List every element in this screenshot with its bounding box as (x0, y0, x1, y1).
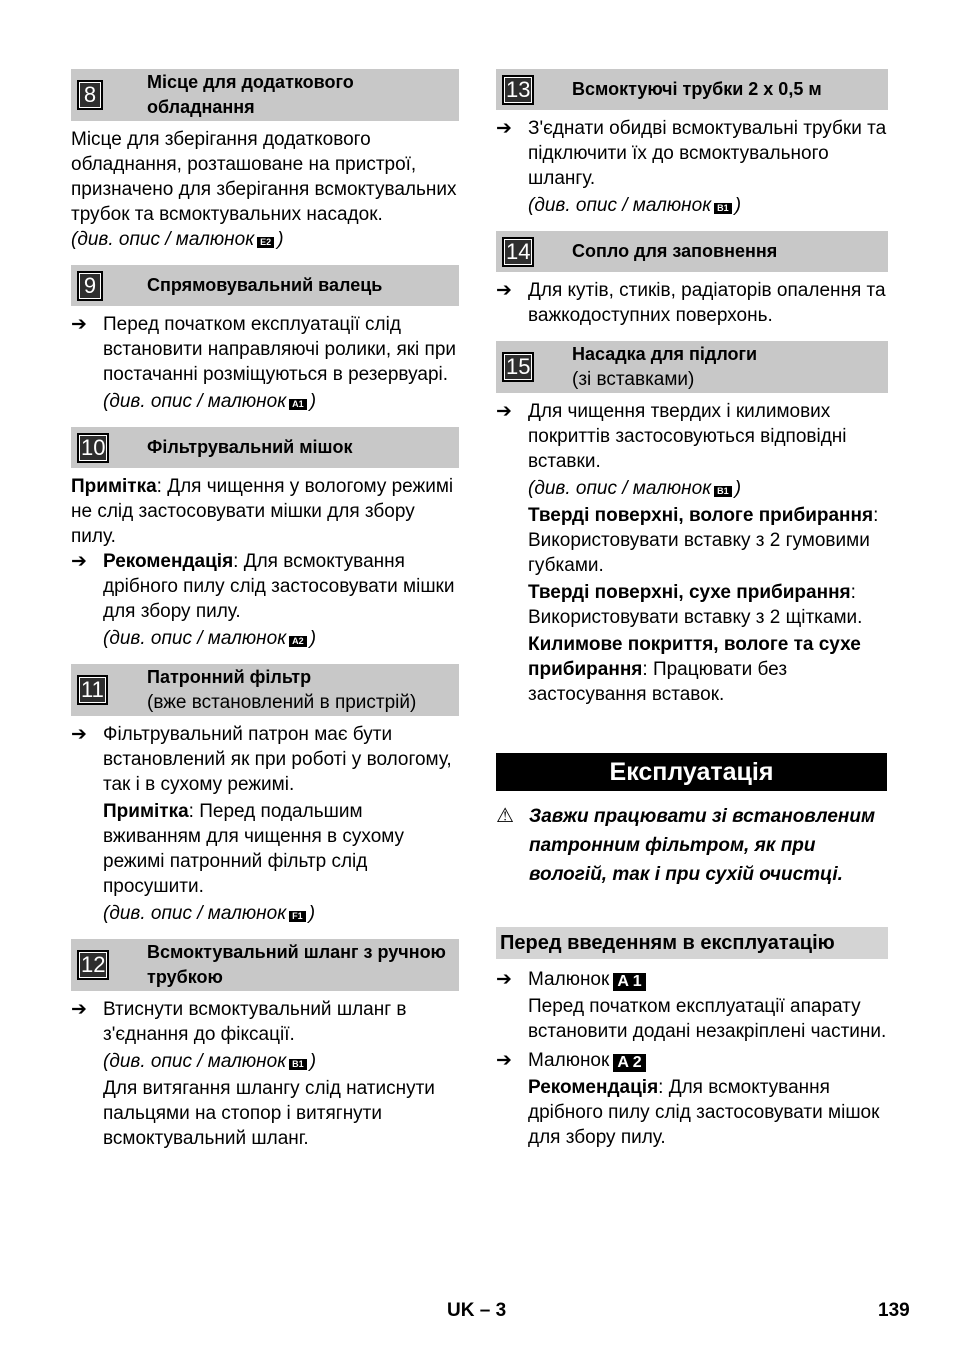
list-item: ➔ Рекомендація: Для всмоктування дрібного пилу слід застосовувати мішки для збору пилу. (див. опис / малюнок A2 ) (71, 549, 459, 651)
warning-triangle-icon: ⚠ (496, 805, 514, 827)
subheading: Перед введенням в експлуатацію (496, 927, 888, 959)
section-subtitle: (зі вставками) (572, 369, 695, 390)
figure-tag: A1 (289, 399, 307, 410)
arrow-right-icon: ➔ (71, 724, 87, 745)
figure-tag: E2 (257, 237, 274, 248)
figure-reference: (див. опис / малюнок A2 ) (103, 628, 317, 649)
section-title: Насадка для підлоги (572, 344, 758, 364)
arrow-right-icon: ➔ (71, 314, 87, 335)
figure-tag: A 1 (613, 973, 645, 991)
arrow-right-icon: ➔ (71, 999, 87, 1020)
section-10-header (71, 427, 459, 468)
list-item: ➔ Малюнок A 2 Рекомендація: Для всмоктування дрібного пилу слід застосовувати мішок для збору пилу. (496, 1050, 880, 1148)
page-number: 139 (878, 1300, 910, 1321)
figure-tag: B1 (714, 486, 732, 497)
section-title: Місце для додаткового обладнання (147, 72, 354, 117)
list-item: ➔ З'єднати обидві всмоктувальні трубки та підключити їх до всмоктувального шлангу. (див. опис / малюнок B1 ) (496, 118, 887, 216)
figure-reference: (див. опис / малюнок B1 ) (528, 195, 742, 216)
section-12-header (71, 939, 459, 991)
figure-reference: (див. опис / малюнок A1 ) (103, 391, 317, 412)
section-number: 10 (77, 433, 109, 463)
figure-reference: (див. опис / малюнок E2 ) (71, 229, 284, 250)
warning-text: Завжи працювати зі встановленим патронним фільтром, як при вологій, так і при сухій очистці. (529, 806, 876, 885)
figure-tag: F1 (289, 911, 306, 922)
arrow-right-icon: ➔ (496, 118, 512, 139)
list-item: ➔ Перед початком експлуатації слід встановити направляючі ролики, які при постачанні розміщуються в резервуарі. (див. опис / малюнок A1 ) (71, 312, 459, 414)
figure-reference: (див. опис / малюнок F1 ) (103, 903, 316, 924)
section-number: 9 (77, 271, 103, 301)
figure-reference: (див. опис / малюнок B1 ) (528, 478, 742, 499)
section-8-body: Місце для зберігання додаткового обладнання, розташоване на пристрої, призначено для зберігання всмоктувальних трубок та всмоктувальних насадок. (71, 129, 457, 225)
section-number: 8 (77, 80, 103, 110)
figure-tag: A2 (289, 636, 307, 647)
section-number: 11 (77, 675, 108, 705)
section-title: Всмоктувальний шланг з ручною трубкою (147, 942, 446, 987)
list-item: ➔ Для чищення твердих і килимових покриттів застосовуються відповідні вставки. (див. опис / малюнок B1 ) Тверді поверхні, вологе прибирання: Використовувати вставку з 2 гумовими губками. Тверді поверхні, сухе прибирання: Використовувати вставку з 2 щітками. Килимове покриття, вологе та сухе прибирання: Працювати без застосування вставок. (496, 399, 888, 707)
section-9-header (71, 265, 459, 306)
arrow-right-icon: ➔ (71, 551, 87, 572)
note: Примітка: Для чищення у вологому режимі не слід застосовувати мішки для збору пилу. (71, 476, 454, 547)
warning-block (496, 802, 888, 889)
section-title: Фільтрувальний мішок (147, 437, 353, 457)
section-15-header (496, 341, 888, 393)
section-number: 15 (502, 352, 534, 382)
section-subtitle: (вже встановлений в пристрій) (147, 692, 417, 713)
arrow-right-icon: ➔ (496, 969, 512, 990)
section-title: Всмоктуючі трубки 2 x 0,5 м (572, 79, 822, 99)
right-column (496, 69, 888, 707)
figure-tag: B1 (289, 1059, 307, 1070)
list-item: ➔ Для кутів, стиків, радіаторів опалення та важкодоступних поверхонь. (496, 280, 886, 326)
steps-list (496, 967, 888, 1150)
section-11-header (71, 664, 459, 716)
section-number: 14 (502, 237, 534, 267)
footer-section: UK – 3 (447, 1300, 507, 1321)
chapter-title: Експлуатація (496, 753, 887, 791)
section-title: Патронний фільтр (147, 667, 312, 687)
figure-tag: A 2 (613, 1054, 645, 1072)
section-8-header (71, 69, 459, 121)
list-item: ➔ Фільтрувальний патрон має бути встановлений як при роботі у вологому, так і в сухому режимі. Примітка: Перед подальшим вживанням для чищення в сухому режимі патронний фільтр слід просушити. (див. опис / малюнок F1 ) (71, 722, 459, 926)
arrow-right-icon: ➔ (496, 401, 512, 422)
section-title: Спрямовувальний валець (147, 275, 383, 295)
section-13-header (496, 69, 888, 110)
figure-reference: (див. опис / малюнок B1 ) (103, 1051, 317, 1072)
section-number: 12 (77, 950, 109, 980)
section-number: 13 (502, 75, 534, 105)
arrow-right-icon: ➔ (496, 280, 512, 301)
left-column (71, 69, 459, 1151)
arrow-right-icon: ➔ (496, 1050, 512, 1071)
list-item: ➔ Малюнок A 1 Перед початком експлуатації апарату встановити додані незакріплені частини. (496, 969, 887, 1042)
figure-tag: B1 (714, 203, 732, 214)
section-title: Сопло для заповнення (572, 241, 778, 261)
list-item: ➔ Втиснути всмоктувальний шланг в з'єднання до фіксації. (див. опис / малюнок B1 ) Для витягання шлангу слід натиснути пальцями на стопор і витягнути всмоктувальний шланг. (71, 997, 459, 1151)
section-14-header (496, 231, 888, 272)
